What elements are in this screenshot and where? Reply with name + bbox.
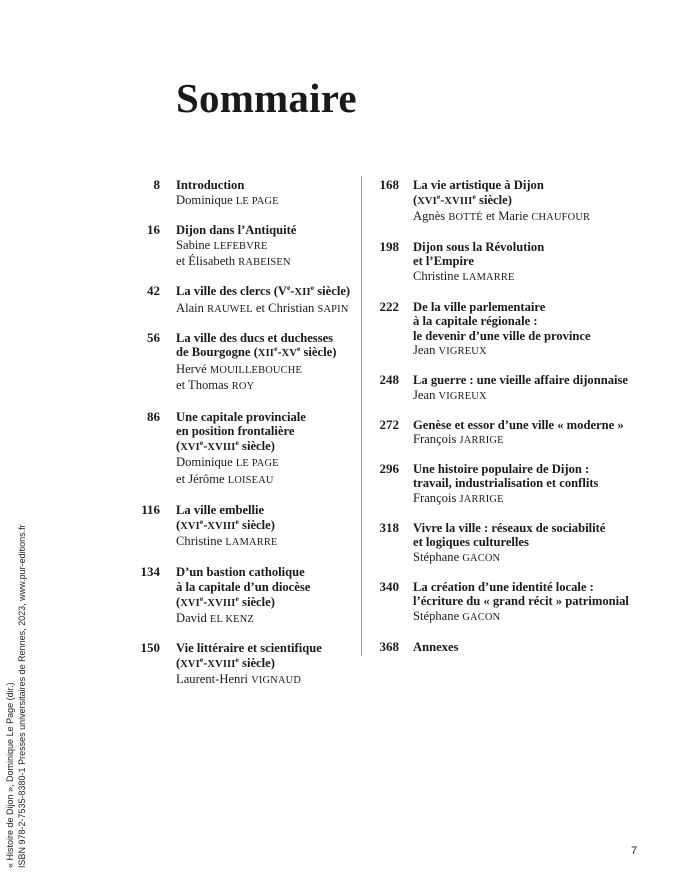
chapter-author-line: Jean VIGREUX: [413, 387, 487, 402]
toc-entry-text: [413, 580, 650, 626]
chapter-author-line: François JARRIGE: [413, 432, 504, 447]
chapter-title-line: Une capitale provinciale: [176, 409, 306, 424]
toc-entry: [120, 565, 360, 627]
toc-entry-text: [176, 223, 360, 271]
chapter-title-line: (XVIe-XVIIIe siècle): [176, 437, 275, 453]
toc-page-number: 42: [147, 283, 160, 299]
toc-entry: [360, 580, 650, 626]
toc-page-number: 368: [379, 639, 399, 655]
toc-page-number: 56: [147, 329, 160, 345]
chapter-author-line: et Jérôme LOISEAU: [176, 471, 274, 486]
sidebar-line-isbn: ISBN 978-2-7535-8380-1 Presses universitaires de Rennes, 2023, www.pur-editions.fr: [17, 524, 27, 868]
chapter-title-line: La ville des clercs (Ve-XIIe siècle): [176, 283, 351, 299]
chapter-title-line: en position frontalière: [176, 424, 295, 439]
chapter-title-line: (XVIe-XVIIIe siècle): [176, 516, 275, 532]
toc-entry-text: [413, 462, 650, 508]
toc-entry-text: [413, 300, 650, 360]
toc-entry: [120, 178, 360, 209]
toc-page-number: 272: [379, 416, 399, 432]
chapter-author-line: Christine LAMARRE: [176, 534, 278, 549]
chapter-title-line: La ville des ducs et duchesses: [176, 330, 334, 345]
toc-entry-text: [413, 373, 650, 404]
chapter-author-line: Agnès BOTTÉ et Marie CHAUFOUR: [413, 209, 591, 224]
chapter-author-line: Alain RAUWEL et Christian SAPIN: [176, 300, 349, 315]
toc-entry: [360, 640, 650, 655]
chapter-title-line: D’un bastion catholique: [176, 565, 305, 580]
toc-entry-text: [176, 503, 360, 551]
chapter-title-line: Vie littéraire et scientifique: [176, 641, 322, 655]
chapter-author-line: David EL KENZ: [176, 611, 254, 626]
chapter-title-line: le devenir d’une ville de province: [413, 328, 591, 343]
toc-entry: [360, 418, 650, 449]
toc-page-number: 318: [379, 519, 399, 535]
chapter-author-line: Christine LAMARRE: [413, 268, 515, 283]
toc-entry: [120, 223, 360, 271]
toc-page-number: 168: [379, 177, 399, 192]
chapter-title-line: Genèse et essor d’une ville « moderne »: [413, 417, 624, 432]
chapter-title-line: (XVIe-XVIIIe siècle): [176, 654, 275, 670]
chapter-author-line: Sabine LEFEBVRE: [176, 237, 268, 252]
chapter-author-line: et Élisabeth RABEISEN: [176, 254, 291, 269]
toc-entry: [120, 331, 360, 395]
toc-entry: [120, 503, 360, 551]
chapter-author-line: Dominique LE PAGE: [176, 455, 279, 470]
toc-entry-text: [176, 565, 360, 627]
toc-page-number: 134: [140, 564, 160, 580]
page-title: Sommaire: [176, 75, 357, 121]
toc-entry-text: [413, 178, 650, 226]
toc-column-right: [360, 178, 650, 655]
chapter-title-line: (XVIe-XVIIIe siècle): [176, 593, 275, 609]
toc-page-number: 150: [140, 640, 160, 655]
toc-entry: [120, 410, 360, 489]
toc-page-number: 340: [379, 578, 399, 594]
page-number: 7: [631, 845, 638, 857]
toc-page-number: 16: [147, 222, 160, 238]
toc-entry: [360, 178, 650, 226]
toc-entry: [360, 462, 650, 508]
chapter-author-line: Hervé MOUILLEBOUCHE: [176, 361, 302, 376]
chapter-title-line: Dijon sous la Révolution: [413, 239, 545, 254]
toc-entry-text: [176, 410, 360, 489]
chapter-author-line: Stéphane GACON: [413, 550, 501, 565]
toc-entry: [120, 641, 360, 689]
chapter-author-line: Jean VIGREUX: [413, 343, 487, 358]
chapter-author-line: Laurent-Henri VIGNAUD: [176, 672, 302, 687]
toc-page-number: 222: [379, 298, 399, 314]
toc-entry: [120, 284, 360, 317]
chapter-title-line: à la capitale régionale :: [413, 314, 538, 329]
toc-entry-text: [413, 418, 650, 449]
toc-entry-text: [413, 640, 650, 655]
chapter-author-line: Dominique LE PAGE: [176, 192, 279, 207]
chapter-title-line: travail, industrialisation et conflits: [413, 476, 599, 491]
chapter-title-line: La vie artistique à Dijon: [413, 178, 544, 192]
chapter-title-line: La création d’une identité locale :: [413, 579, 594, 594]
chapter-title-line: et logiques culturelles: [413, 535, 529, 550]
chapter-title-line: l’écriture du « grand récit » patrimonial: [413, 594, 629, 609]
toc-entry-text: [176, 284, 360, 317]
toc-entry: [360, 300, 650, 360]
chapter-title-line: Dijon dans l’Antiquité: [176, 223, 297, 238]
chapter-author-line: François JARRIGE: [413, 491, 504, 506]
toc-entry: [360, 240, 650, 286]
toc-entry-text: [176, 178, 360, 209]
toc-page-number: 8: [153, 177, 160, 192]
toc-entry: [360, 373, 650, 404]
toc-column-left: [120, 178, 360, 689]
chapter-title-line: La ville embellie: [176, 503, 265, 518]
toc-page-number: 198: [379, 238, 399, 254]
chapter-title-line: Une histoire populaire de Dijon :: [413, 461, 590, 476]
chapter-title-line: Annexes: [413, 640, 459, 655]
chapter-title-line: à la capitale d’un diocèse: [176, 580, 311, 595]
toc-entry-text: [176, 641, 360, 689]
chapter-author-line: Stéphane GACON: [413, 609, 501, 623]
chapter-title-line: Vivre la ville : réseaux de sociabilité: [413, 520, 606, 535]
toc-page-number: 116: [141, 502, 160, 518]
toc-page-number: 248: [379, 372, 399, 388]
toc-entry-text: [413, 521, 650, 567]
copyright-sidebar: [4, 524, 28, 868]
toc-entry: [360, 521, 650, 567]
chapter-title-line: (XVIe-XVIIIe siècle): [413, 191, 512, 207]
toc-entry-text: [176, 331, 360, 395]
chapter-title-line: De la ville parlementaire: [413, 299, 546, 314]
chapter-title-line: Introduction: [176, 178, 245, 192]
toc-page-number: 296: [379, 460, 399, 476]
sidebar-line-source: « Histoire de Dijon », Dominique Le Page (dir.): [5, 682, 15, 868]
chapter-title-line: de Bourgogne (XIIe-XVe siècle): [176, 344, 337, 360]
toc-page-number: 86: [147, 408, 160, 424]
chapter-title-line: et l’Empire: [413, 254, 474, 269]
toc-entry-text: [413, 240, 650, 286]
chapter-author-line: et Thomas ROY: [176, 378, 255, 393]
chapter-title-line: La guerre : une vieille affaire dijonnaise: [413, 373, 629, 388]
